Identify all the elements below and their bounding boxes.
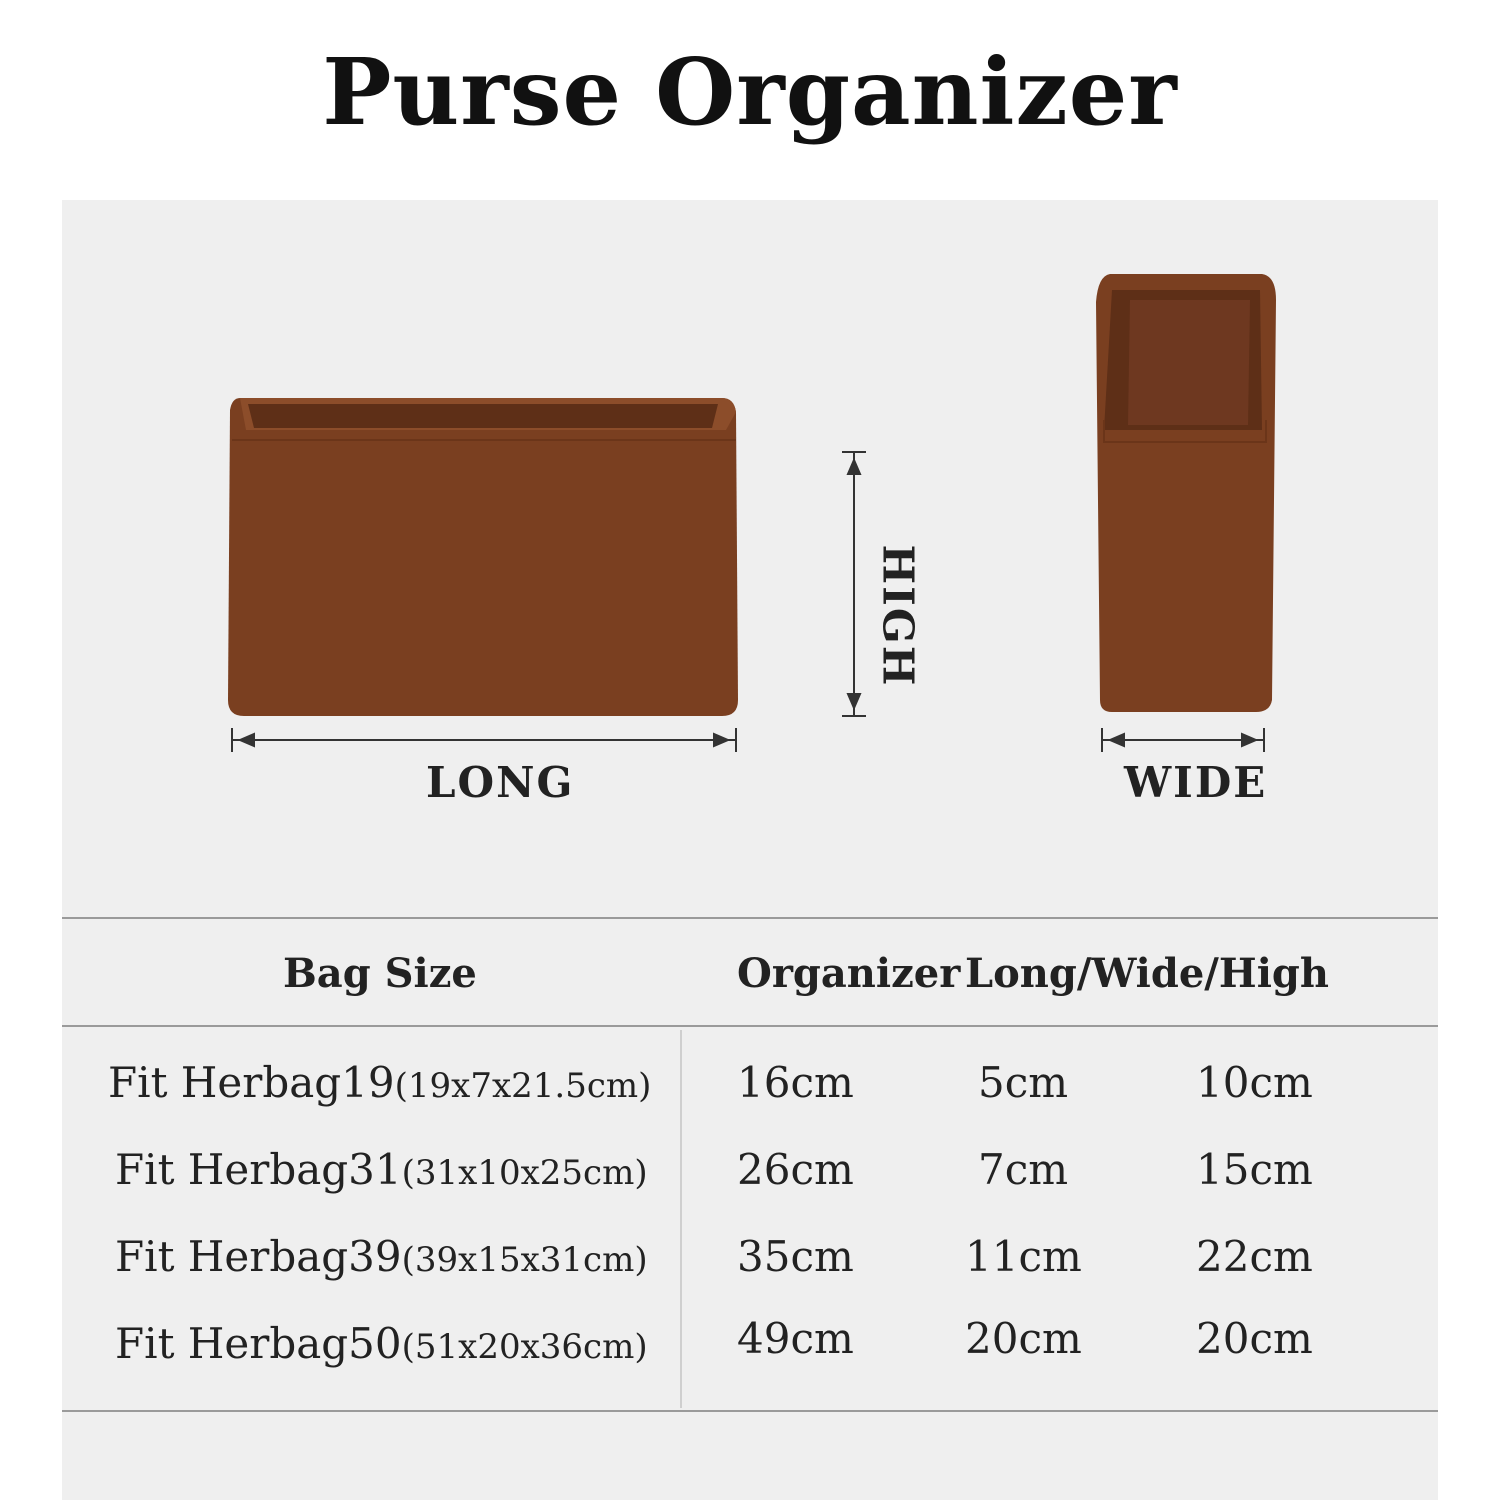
high-label: HIGH (873, 544, 923, 688)
wide-label: WIDE (1124, 758, 1268, 807)
bag-spec: (31x10x25cm) (401, 1153, 648, 1193)
bag-spec: (39x15x31cm) (401, 1240, 648, 1280)
table-top-divider (62, 917, 1438, 919)
cell-wide: 11cm (965, 1232, 1082, 1281)
bag-name: Fit Herbag31 (115, 1145, 402, 1194)
cell-wide: 5cm (978, 1058, 1069, 1107)
table-row-bag (115, 1145, 648, 1194)
header-organizer: Organizer (737, 950, 961, 997)
long-label: LONG (426, 758, 575, 807)
cell-high: 22cm (1196, 1232, 1313, 1281)
bag-spec: (51x20x36cm) (401, 1327, 648, 1367)
cell-long: 26cm (737, 1145, 854, 1194)
organizer-front-image (228, 398, 738, 716)
cell-long: 49cm (737, 1314, 854, 1363)
wide-dimension-arrow (1102, 728, 1264, 752)
bag-name: Fit Herbag19 (108, 1058, 395, 1107)
bag-name: Fit Herbag39 (115, 1232, 402, 1281)
page-title: Purse Organizer (322, 38, 1178, 146)
cell-long: 35cm (737, 1232, 854, 1281)
cell-long: 16cm (737, 1058, 854, 1107)
cell-high: 15cm (1196, 1145, 1313, 1194)
long-dimension-arrow (232, 728, 736, 752)
table-row-bag (108, 1058, 651, 1107)
table-row-bag (115, 1319, 648, 1368)
cell-high: 20cm (1196, 1314, 1313, 1363)
table-row-bag (115, 1232, 648, 1281)
high-dimension-arrow (842, 452, 866, 716)
table-header-divider (62, 1025, 1438, 1027)
bag-name: Fit Herbag50 (115, 1319, 402, 1368)
cell-high: 10cm (1196, 1058, 1313, 1107)
header-bag-size: Bag Size (283, 950, 477, 997)
table-bottom-divider (62, 1410, 1438, 1412)
organizer-side-image (1096, 274, 1276, 712)
header-dimensions: Long/Wide/High (965, 950, 1329, 997)
bag-spec: (19x7x21.5cm) (394, 1066, 652, 1106)
table-column-divider (680, 1030, 682, 1408)
cell-wide: 20cm (965, 1314, 1082, 1363)
cell-wide: 7cm (978, 1145, 1069, 1194)
